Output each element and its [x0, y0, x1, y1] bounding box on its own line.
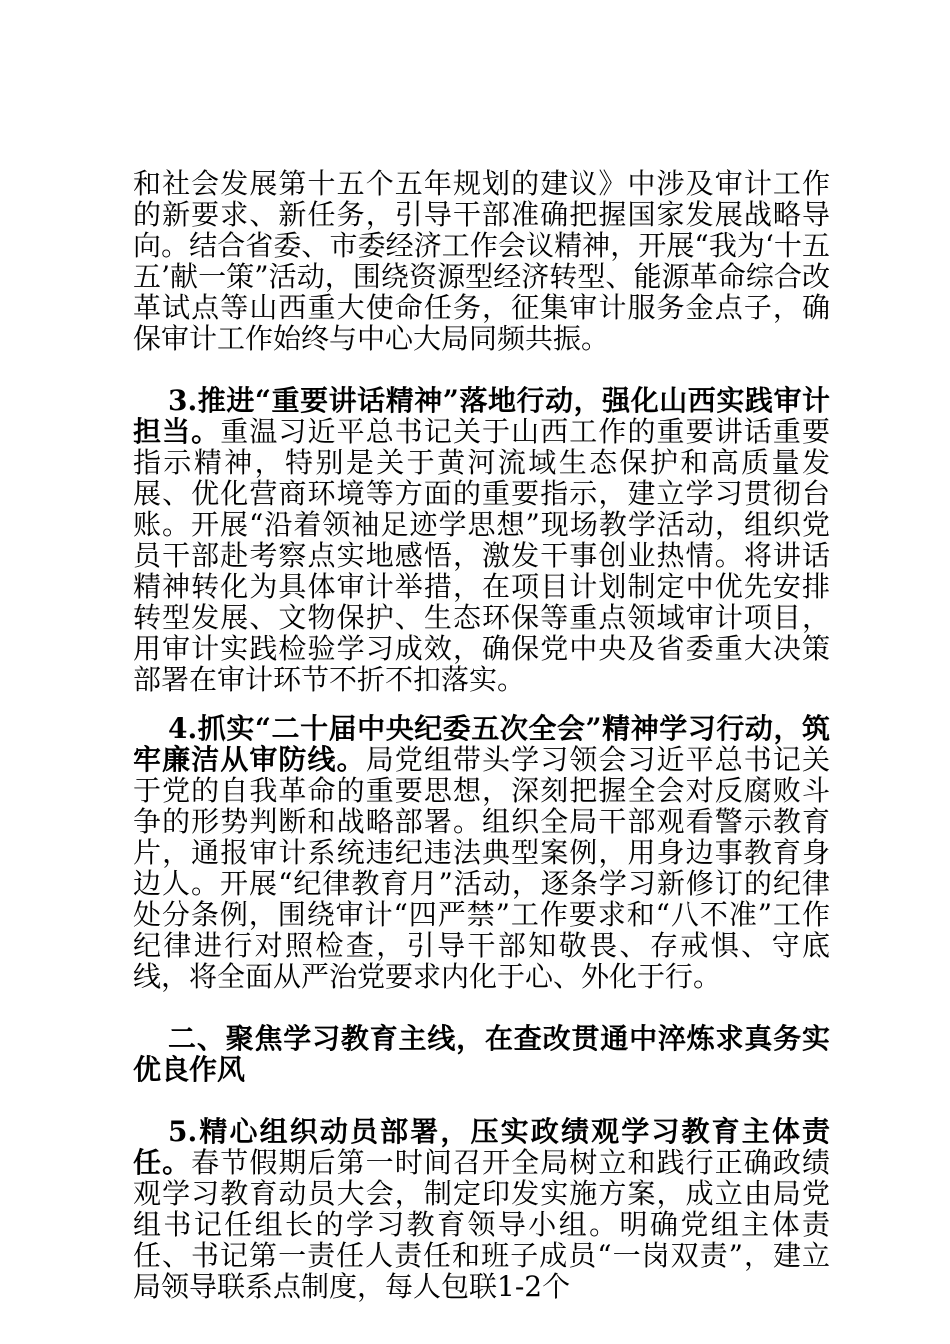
- item-heading: 5.精心组织动员部署，压实政绩观学习教育主体责任。: [133, 1115, 830, 1179]
- document-page: [133, 168, 830, 1302]
- paragraph-item-3: [133, 385, 830, 695]
- paragraph-item-5: [133, 1116, 830, 1302]
- paragraph-item-4: [133, 713, 830, 992]
- paragraph-continuation: [133, 168, 830, 354]
- item-heading: 3.推进“重要讲话精神”落地行动，强化山西实践审计担当。: [133, 384, 830, 448]
- paragraph-text: 春节假期后第一时间召开全局树立和践行正确政绩观学习教育动员大会，制定印发实施方案，成立由局党组书记任组长的学习教育领导小组。明确党组主体责任、书记第一责任人责任和班子成员“一岗双责”，建立局领导联系点制度，每人包联1-2个: [133, 1146, 830, 1303]
- paragraph-text: 局党组带头学习领会习近平总书记关于党的自我革命的重要思想，深刻把握全会对反腐败斗争的形势判断和战略部署。组织全局干部观看警示教育片，通报审计系统违纪违法典型案例，用身边事教育身边人。开展“纪律教育月”活动，逐条学习新修订的纪律处分条例，围绕审计“四严禁”工作要求和“八不准”工作纪律进行对照检查，引导干部知敬畏、存戒惧、守底线，将全面从严治党要求内化于心、外化于行。: [133, 743, 830, 993]
- item-heading: 4.抓实“二十届中央纪委五次全会”精神学习行动，筑牢廉洁从审防线。: [133, 712, 830, 776]
- paragraph-text: 和社会发展第十五个五年规划的建议》中涉及审计工作的新要求、新任务，引导干部准确把握国家发展战略导向。结合省委、市委经济工作会议精神，开展“我为‘十五五’献一策”活动，围绕资源型经济转型、能源革命综合改革试点等山西重大使命任务，征集审计服务金点子，确保审计工作始终与中心大局同频共振。: [133, 167, 830, 355]
- section-heading: [133, 1023, 830, 1085]
- section-heading-text: 二、聚焦学习教育主线，在查改贯通中淬炼求真务实优良作风: [133, 1022, 830, 1086]
- paragraph-text: 重温习近平总书记关于山西工作的重要讲话重要指示精神，特别是关于黄河流域生态保护和高质量发展、优化营商环境等方面的重要指示，建立学习贯彻台账。开展“沿着领袖足迹学思想”现场教学活动，组织党员干部赴考察点实地感悟，激发干事创业热情。将讲话精神转化为具体审计举措，在项目计划制定中优先安排转型发展、文物保护、生态环保等重点领域审计项目，用审计实践检验学习成效，确保党中央及省委重大决策部署在审计环节不折不扣落实。: [133, 415, 830, 696]
